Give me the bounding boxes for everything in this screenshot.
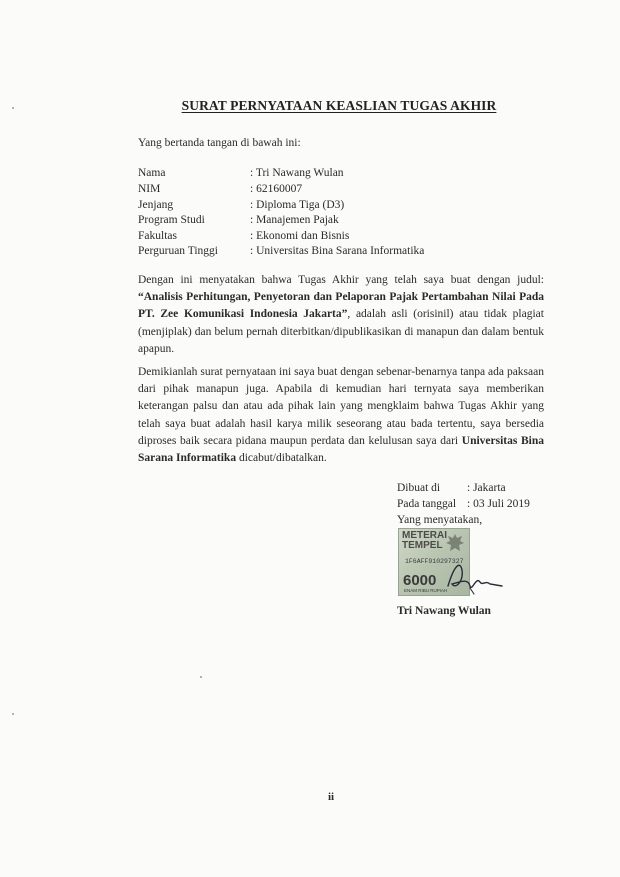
signer-name: Tri Nawang Wulan: [397, 605, 491, 617]
thesis-title: “Analisis Perhitungan, Penyetoran dan Pelaporan Pajak Pertambahan Nilai Pada PT. Zee Komunikasi Indonesia Jakarta”: [138, 291, 544, 321]
date-label: Pada tanggal: [397, 498, 457, 510]
place-label: Dibuat di: [397, 482, 441, 494]
identity-label: Fakultas: [138, 230, 177, 242]
document-title: SURAT PERNYATAAN KEASLIAN TUGAS AKHIR: [181, 98, 497, 113]
handwritten-signature: [440, 556, 510, 598]
garuda-emblem-icon: [445, 532, 465, 554]
paragraph-text: Demikianlah surat pernyataan ini saya buat dengan sebenar-benarnya tanpa ada paksaan dari pihak manapun juga. Apabila di kemudian hari ternyata saya memberikan keterangan palsu dan atau ada pihak lain yang mengklaim bahwa Tugas Akhir yang telah saya buat adalah hasil karya milik seseorang atau bada tertentu, saya bersedia diproses baik secara pidana maupun perdata dan kelulusan saya dari: [138, 366, 544, 447]
stamp-serial: 1F6AFF910297327: [405, 558, 464, 565]
identity-label: Program Studi: [138, 214, 205, 226]
identity-value: : Ekonomi dan Bisnis: [250, 230, 350, 242]
stamp-line-1: METERAI: [402, 530, 447, 541]
identity-value: : Diploma Tiga (D3): [250, 199, 345, 211]
statement-label: Yang menyatakan,: [397, 514, 483, 526]
identity-value: : Tri Nawang Wulan: [250, 167, 344, 179]
intro-text: Yang bertanda tangan di bawah ini:: [138, 137, 301, 149]
stamp-line-2: TEMPEL: [402, 540, 443, 551]
identity-value: : Universitas Bina Sarana Informatika: [250, 245, 425, 257]
identity-label: Jenjang: [138, 199, 174, 211]
paragraph-text: dicabut/dibatalkan.: [236, 452, 327, 465]
identity-value: : 62160007: [250, 183, 303, 195]
scan-speck: [12, 107, 14, 109]
date-value: : 03 Juli 2019: [467, 498, 530, 510]
identity-label: NIM: [138, 183, 161, 195]
identity-value: : Manajemen Pajak: [250, 214, 339, 226]
page-number: ii: [327, 791, 335, 803]
university-name: Universitas Bina Sarana Informatika: [138, 434, 544, 465]
statement-paragraph-1: [138, 272, 544, 358]
identity-label: Nama: [138, 167, 166, 179]
place-row: [397, 480, 506, 496]
stamp-value: 6000: [403, 572, 437, 589]
identity-label: Perguruan Tinggi: [138, 245, 218, 257]
statement-paragraph-2: [138, 364, 544, 467]
paragraph-text: , adalah asli (orisinil) atau tidak plagiat (menjiplak) dan belum pernah diterbitkan/dipublikasikan di manapun dan dalam bentuk apapun.: [138, 308, 544, 355]
date-row: [397, 496, 530, 512]
stamp-value-words: ENAM RIBU RUPIAH: [404, 588, 448, 593]
scan-speck: [12, 713, 14, 715]
paragraph-text: Dengan ini menyatakan bahwa Tugas Akhir yang telah saya buat dengan judul:: [138, 274, 544, 286]
stamp-heading: [402, 531, 447, 551]
scan-speck: [200, 676, 202, 678]
place-value: : Jakarta: [467, 482, 506, 494]
